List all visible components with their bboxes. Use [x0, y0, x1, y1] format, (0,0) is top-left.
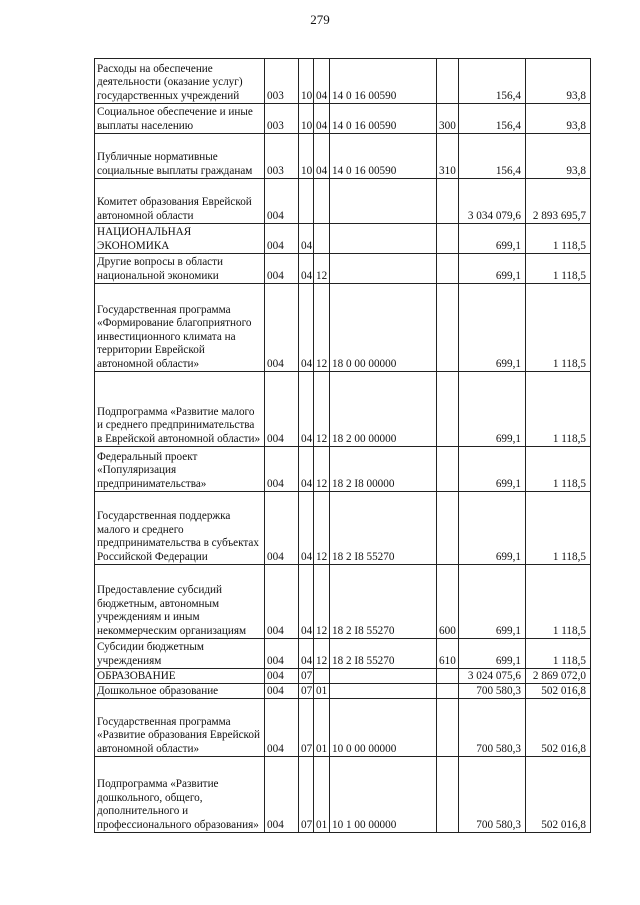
row-sum-second: 1 118,5	[526, 639, 591, 669]
row-sum-first: 699,1	[459, 372, 526, 447]
table-row	[95, 254, 591, 284]
row-ved-code: 004	[265, 669, 299, 684]
row-target-code: 14 0 16 00590	[330, 134, 437, 179]
row-ved-code: 004	[265, 224, 299, 254]
row-sum-second: 502 016,8	[526, 757, 591, 833]
row-ved-code: 004	[265, 254, 299, 284]
row-target-code: 14 0 16 00590	[330, 104, 437, 134]
row-name: Предоставление субсидий бюджетным, автономным учреждениям и иным некоммерческим организациям	[95, 565, 265, 639]
row-name: Расходы на обеспечение деятельности (оказание услуг) государственных учреждений	[95, 59, 265, 104]
row-sum-first: 700 580,3	[459, 684, 526, 699]
row-name: Подпрограмма «Развитие дошкольного, общего, дополнительного и профессионального образования»	[95, 757, 265, 833]
row-sum-second: 502 016,8	[526, 684, 591, 699]
row-name: Федеральный проект «Популяризация предпринимательства»	[95, 447, 265, 492]
row-name: Государственная программа «Развитие образования Еврейской автономной области»	[95, 699, 265, 757]
table-row	[95, 669, 591, 684]
row-sum-second: 93,8	[526, 134, 591, 179]
row-ved-code: 004	[265, 565, 299, 639]
row-subsection-code: 01	[314, 757, 330, 833]
row-ved-code: 004	[265, 372, 299, 447]
row-sum-second: 2 869 072,0	[526, 669, 591, 684]
row-subsection-code: 01	[314, 684, 330, 699]
row-ved-code: 003	[265, 104, 299, 134]
row-sum-first: 700 580,3	[459, 757, 526, 833]
row-name: НАЦИОНАЛЬНАЯ ЭКОНОМИКА	[95, 224, 265, 254]
row-expense-type-code	[437, 492, 459, 565]
row-section-code: 07	[299, 757, 314, 833]
table-row	[95, 492, 591, 565]
table-row	[95, 372, 591, 447]
table-row	[95, 565, 591, 639]
row-section-code: 07	[299, 669, 314, 684]
row-ved-code: 004	[265, 179, 299, 224]
row-sum-second: 1 118,5	[526, 492, 591, 565]
table-row	[95, 134, 591, 179]
row-target-code: 18 0 00 00000	[330, 284, 437, 372]
row-target-code	[330, 684, 437, 699]
row-sum-first: 156,4	[459, 104, 526, 134]
row-expense-type-code	[437, 757, 459, 833]
row-ved-code: 004	[265, 699, 299, 757]
row-ved-code: 004	[265, 492, 299, 565]
row-expense-type-code	[437, 284, 459, 372]
row-subsection-code: 04	[314, 104, 330, 134]
row-section-code	[299, 179, 314, 224]
row-subsection-code: 12	[314, 639, 330, 669]
row-expense-type-code	[437, 59, 459, 104]
row-section-code: 04	[299, 447, 314, 492]
row-sum-first: 700 580,3	[459, 699, 526, 757]
row-sum-first: 699,1	[459, 254, 526, 284]
row-section-code: 07	[299, 699, 314, 757]
row-target-code	[330, 224, 437, 254]
row-subsection-code	[314, 179, 330, 224]
row-name: Публичные нормативные социальные выплаты гражданам	[95, 134, 265, 179]
row-expense-type-code	[437, 699, 459, 757]
row-sum-second: 1 118,5	[526, 284, 591, 372]
row-section-code: 04	[299, 639, 314, 669]
row-expense-type-code	[437, 684, 459, 699]
row-expense-type-code: 610	[437, 639, 459, 669]
budget-table	[94, 58, 591, 833]
row-sum-first: 699,1	[459, 565, 526, 639]
row-subsection-code: 01	[314, 699, 330, 757]
row-subsection-code: 12	[314, 492, 330, 565]
row-ved-code: 003	[265, 59, 299, 104]
row-target-code: 18 2 I8 55270	[330, 492, 437, 565]
row-section-code: 04	[299, 224, 314, 254]
row-sum-first: 699,1	[459, 639, 526, 669]
row-target-code: 18 2 I8 00000	[330, 447, 437, 492]
row-section-code: 04	[299, 284, 314, 372]
table-row	[95, 699, 591, 757]
row-name: Другие вопросы в области национальной экономики	[95, 254, 265, 284]
row-sum-second: 1 118,5	[526, 254, 591, 284]
row-ved-code: 004	[265, 684, 299, 699]
row-section-code: 07	[299, 684, 314, 699]
row-sum-first: 699,1	[459, 224, 526, 254]
row-ved-code: 004	[265, 757, 299, 833]
row-name: Дошкольное образование	[95, 684, 265, 699]
row-target-code: 18 2 I8 55270	[330, 565, 437, 639]
row-name: Комитет образования Еврейской автономной области	[95, 179, 265, 224]
row-target-code	[330, 179, 437, 224]
row-name: Государственная программа «Формирование благоприятного инвестиционного климата на территории Еврейской автономной области»	[95, 284, 265, 372]
table-row	[95, 757, 591, 833]
table-row	[95, 179, 591, 224]
row-sum-first: 699,1	[459, 447, 526, 492]
row-sum-second: 1 118,5	[526, 565, 591, 639]
row-subsection-code: 12	[314, 447, 330, 492]
row-name: Подпрограмма «Развитие малого и среднего предпринимательства в Еврейской автономной области»	[95, 372, 265, 447]
table-row	[95, 104, 591, 134]
row-subsection-code: 12	[314, 284, 330, 372]
row-section-code: 10	[299, 134, 314, 179]
row-expense-type-code	[437, 254, 459, 284]
row-sum-second: 93,8	[526, 59, 591, 104]
row-expense-type-code	[437, 224, 459, 254]
row-target-code: 18 2 I8 55270	[330, 639, 437, 669]
row-sum-first: 699,1	[459, 492, 526, 565]
row-name: ОБРАЗОВАНИЕ	[95, 669, 265, 684]
row-sum-second: 502 016,8	[526, 699, 591, 757]
row-name: Государственная поддержка малого и среднего предпринимательства в субъектах Российской Федерации	[95, 492, 265, 565]
table-row	[95, 684, 591, 699]
row-subsection-code: 04	[314, 59, 330, 104]
row-target-code	[330, 669, 437, 684]
row-expense-type-code: 600	[437, 565, 459, 639]
row-expense-type-code	[437, 447, 459, 492]
row-section-code: 04	[299, 372, 314, 447]
row-sum-second: 1 118,5	[526, 224, 591, 254]
row-name: Субсидии бюджетным учреждениям	[95, 639, 265, 669]
row-expense-type-code: 300	[437, 104, 459, 134]
row-sum-second: 2 893 695,7	[526, 179, 591, 224]
table-row	[95, 59, 591, 104]
row-subsection-code: 12	[314, 565, 330, 639]
row-sum-first: 699,1	[459, 284, 526, 372]
budget-table-body	[95, 59, 591, 833]
row-ved-code: 004	[265, 284, 299, 372]
row-section-code: 10	[299, 59, 314, 104]
row-expense-type-code	[437, 372, 459, 447]
row-sum-first: 3 034 079,6	[459, 179, 526, 224]
row-subsection-code	[314, 224, 330, 254]
row-target-code: 18 2 00 00000	[330, 372, 437, 447]
row-name: Социальное обеспечение и иные выплаты населению	[95, 104, 265, 134]
row-sum-first: 156,4	[459, 59, 526, 104]
row-section-code: 04	[299, 254, 314, 284]
row-sum-second: 1 118,5	[526, 447, 591, 492]
row-target-code: 14 0 16 00590	[330, 59, 437, 104]
page-number: 279	[310, 12, 330, 27]
row-subsection-code: 12	[314, 372, 330, 447]
table-row	[95, 224, 591, 254]
row-section-code: 04	[299, 492, 314, 565]
row-target-code: 10 1 00 00000	[330, 757, 437, 833]
row-sum-second: 1 118,5	[526, 372, 591, 447]
row-subsection-code: 12	[314, 254, 330, 284]
row-sum-second: 93,8	[526, 104, 591, 134]
row-target-code	[330, 254, 437, 284]
row-ved-code: 003	[265, 134, 299, 179]
row-section-code: 04	[299, 565, 314, 639]
row-ved-code: 004	[265, 639, 299, 669]
row-target-code: 10 0 00 00000	[330, 699, 437, 757]
table-row	[95, 447, 591, 492]
row-subsection-code	[314, 669, 330, 684]
row-expense-type-code	[437, 179, 459, 224]
row-expense-type-code	[437, 669, 459, 684]
table-row	[95, 284, 591, 372]
row-sum-first: 3 024 075,6	[459, 669, 526, 684]
row-sum-first: 156,4	[459, 134, 526, 179]
row-section-code: 10	[299, 104, 314, 134]
table-row	[95, 639, 591, 669]
row-subsection-code: 04	[314, 134, 330, 179]
row-expense-type-code: 310	[437, 134, 459, 179]
row-ved-code: 004	[265, 447, 299, 492]
